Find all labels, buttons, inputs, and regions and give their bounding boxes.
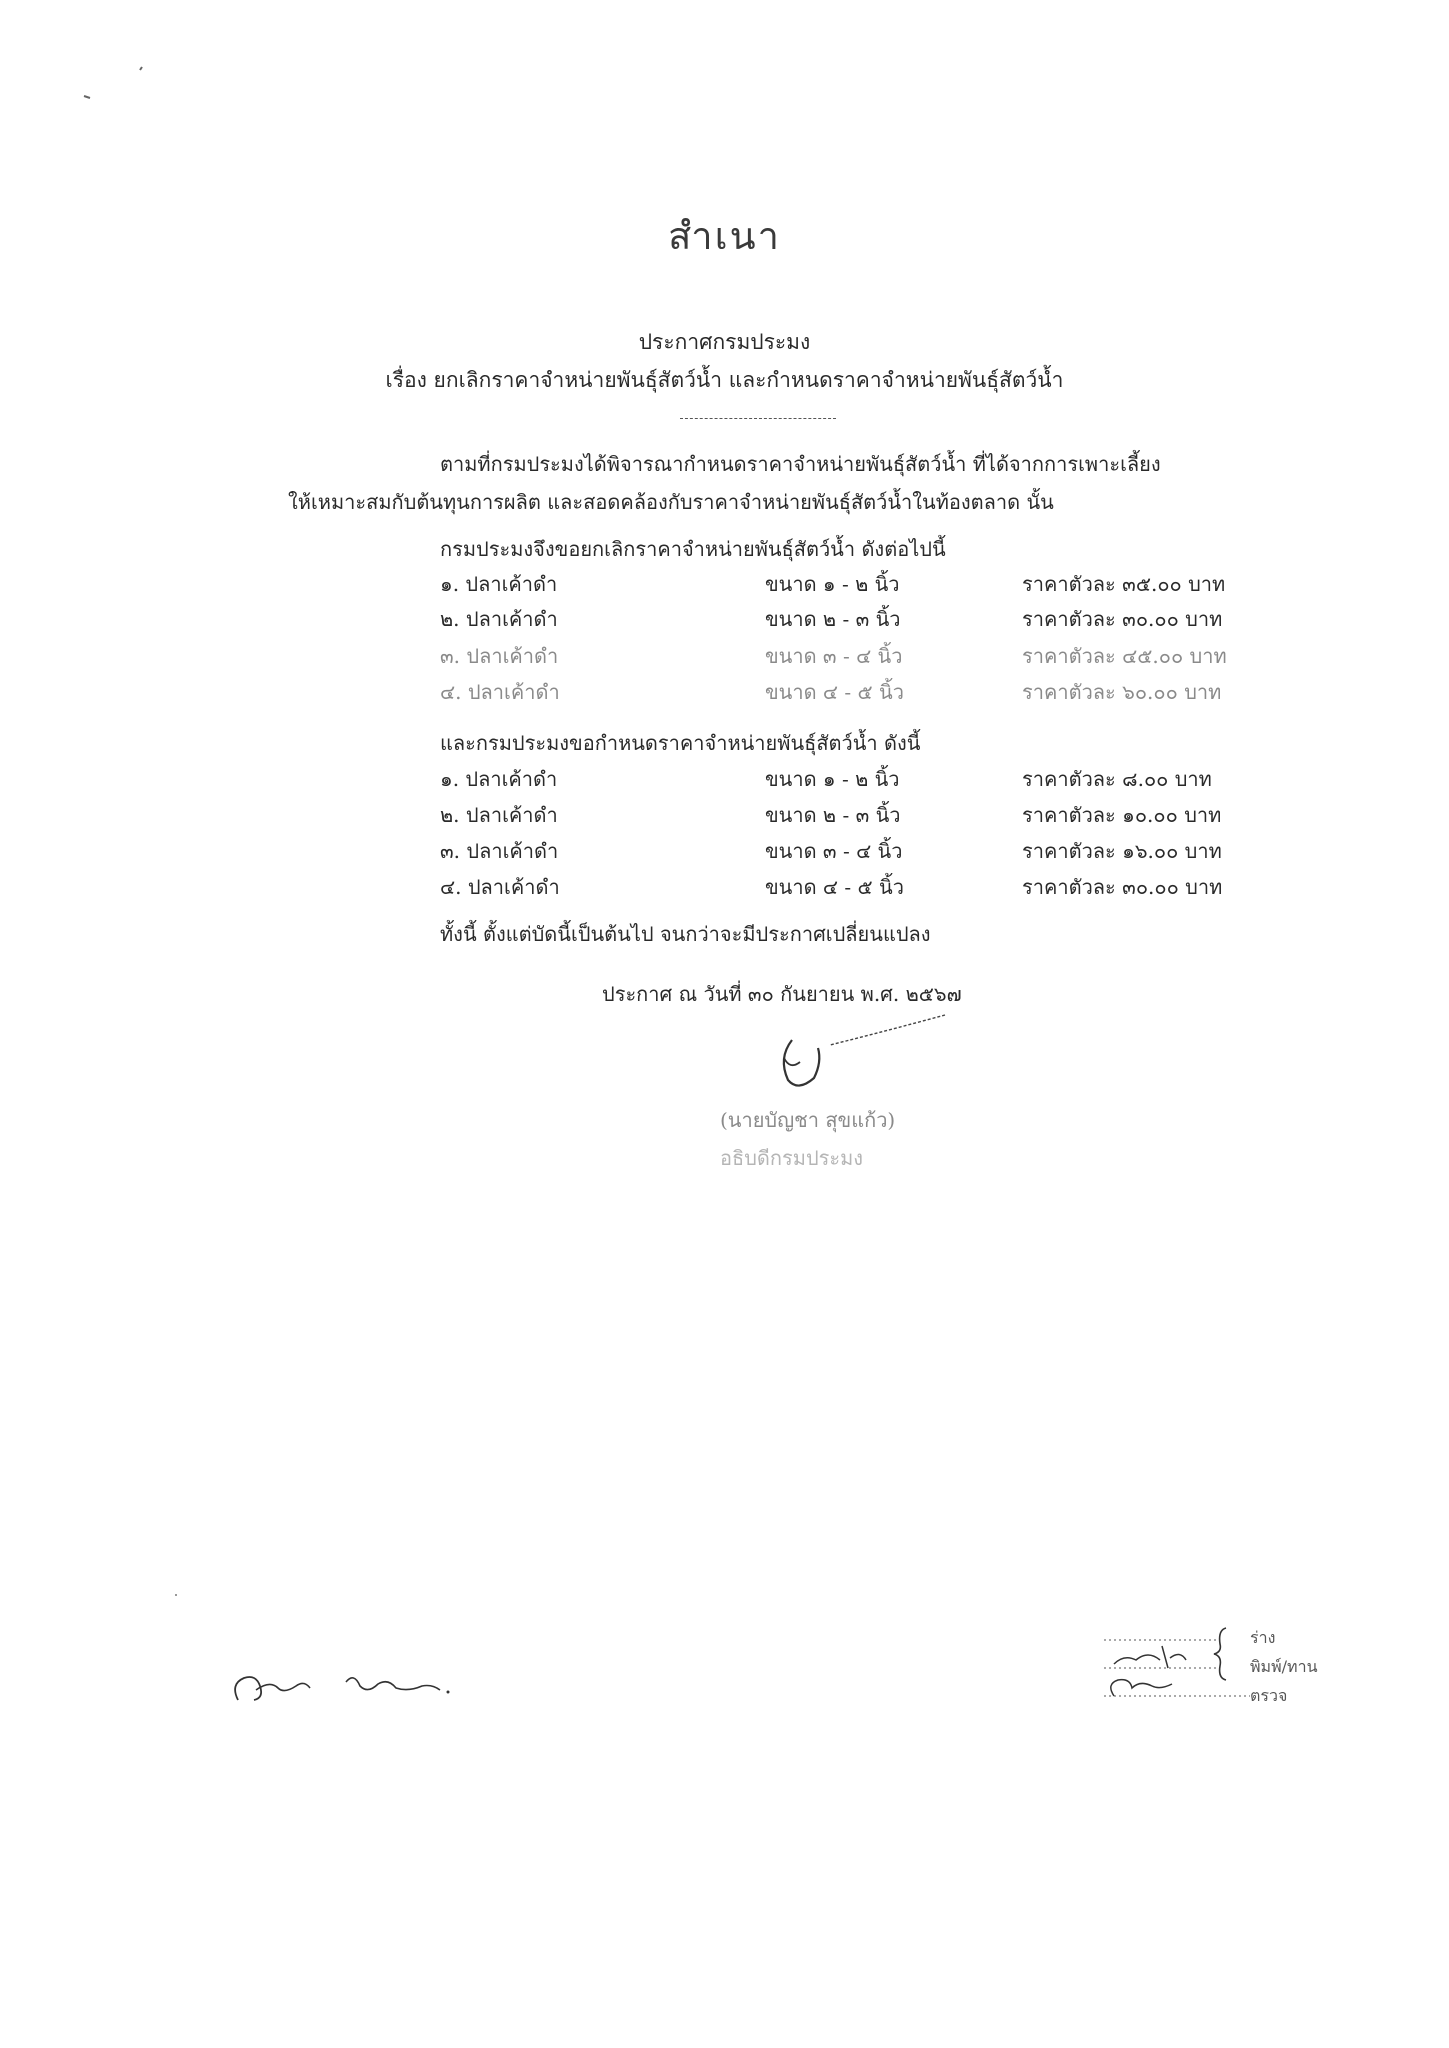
effective-note: ทั้งนี้ ตั้งแต่บัดนี้เป็นต้นไป จนกว่าจะมีประกาศเปลี่ยนแปลง	[440, 922, 931, 946]
item-price: ราคาตัวละ ๘.๐๐ บาท	[1022, 767, 1212, 791]
cancel-heading: กรมประมงจึงขอยกเลิกราคาจำหน่ายพันธุ์สัตว์น้ำ ดังต่อไปนี้	[440, 537, 946, 561]
announcement-issuer: ประกาศกรมประมง	[638, 330, 811, 354]
signer-name: (นายบัญชา สุขแก้ว)	[720, 1108, 896, 1132]
item-size: ขนาด ๑ - ๒ นิ้ว	[765, 767, 900, 791]
signer-title: อธิบดีกรมประมง	[720, 1146, 864, 1170]
typist-label: พิมพ์/ทาน	[1250, 1657, 1318, 1676]
item-name: ๑. ปลาเค้าดำ	[440, 572, 558, 596]
item-size: ขนาด ๒ - ๓ นิ้ว	[765, 607, 901, 631]
item-price: ราคาตัวละ ๓๐.๐๐ บาท	[1022, 607, 1223, 631]
intro-line-1: ตามที่กรมประมงได้พิจารณากำหนดราคาจำหน่ายพันธุ์สัตว์น้ำ ที่ได้จากการเพาะเลี้ยง	[440, 452, 1161, 476]
item-size: ขนาด ๑ - ๒ นิ้ว	[765, 572, 900, 596]
item-price: ราคาตัวละ ๓๕.๐๐ บาท	[1022, 572, 1226, 596]
item-name: ๓. ปลาเค้าดำ	[440, 644, 559, 668]
item-name: ๔. ปลาเค้าดำ	[440, 680, 560, 704]
announcement-subject: เรื่อง ยกเลิกราคาจำหน่ายพันธุ์สัตว์น้ำ และกำหนดราคาจำหน่ายพันธุ์สัตว์น้ำ	[385, 368, 1064, 392]
item-price: ราคาตัวละ ๑๖.๐๐ บาท	[1022, 839, 1222, 863]
item-size: ขนาด ๒ - ๓ นิ้ว	[765, 803, 901, 827]
item-size: ขนาด ๓ - ๔ นิ้ว	[765, 644, 903, 668]
item-price: ราคาตัวละ ๓๐.๐๐ บาท	[1022, 875, 1223, 899]
signature-mark	[770, 1000, 970, 1100]
copy-stamp: สำเนา	[668, 214, 781, 258]
item-name: ๒. ปลาเค้าดำ	[440, 607, 558, 631]
item-size: ขนาด ๓ - ๔ นิ้ว	[765, 839, 903, 863]
item-price: ราคาตัวละ ๑๐.๐๐ บาท	[1022, 803, 1222, 827]
initial-signature	[226, 1660, 476, 1720]
item-size: ขนาด ๔ - ๕ นิ้ว	[765, 680, 904, 704]
item-size: ขนาด ๔ - ๕ นิ้ว	[765, 875, 904, 899]
intro-line-2: ให้เหมาะสมกับต้นทุนการผลิต และสอดคล้องกับราคาจำหน่ายพันธุ์สัตว์น้ำในท้องตลาด นั้น	[288, 490, 1054, 514]
draft-label: ร่าง	[1250, 1628, 1276, 1647]
item-price: ราคาตัวละ ๔๕.๐๐ บาท	[1022, 644, 1227, 668]
set-heading: และกรมประมงขอกำหนดราคาจำหน่ายพันธุ์สัตว์น้ำ ดังนี้	[440, 731, 921, 755]
date-line: ประกาศ ณ วันที่ ๓๐ กันยายน พ.ศ. ๒๕๖๗	[602, 982, 962, 1006]
checker-label: ตรวจ	[1250, 1686, 1288, 1705]
item-name: ๔. ปลาเค้าดำ	[440, 875, 560, 899]
item-name: ๒. ปลาเค้าดำ	[440, 803, 558, 827]
item-price: ราคาตัวละ ๖๐.๐๐ บาท	[1022, 680, 1222, 704]
item-name: ๓. ปลาเค้าดำ	[440, 839, 559, 863]
header-divider	[680, 418, 836, 419]
item-name: ๑. ปลาเค้าดำ	[440, 767, 558, 791]
